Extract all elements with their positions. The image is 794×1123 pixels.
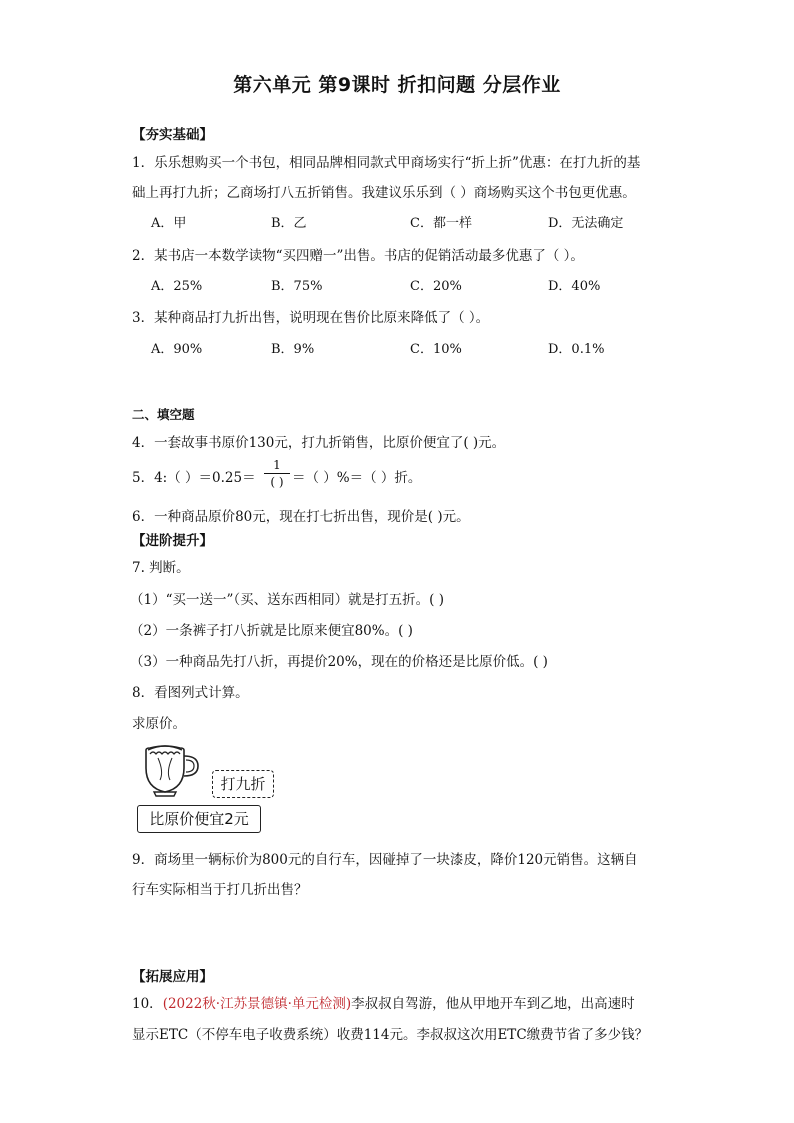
savings-label: 比原价便宜2元 bbox=[137, 805, 261, 833]
question-1-option-d: D．无法确定 bbox=[548, 216, 624, 231]
question-3-option-c: C．10% bbox=[410, 342, 462, 357]
question-3-option-a: A．90% bbox=[151, 342, 203, 357]
question-10-text: 李叔叔自驾游，他从甲地开车到乙地，出高速时 bbox=[351, 996, 635, 1012]
question-3: 3．某种商品打九折出售，说明现在售价比原来降低了（ ）。 bbox=[132, 310, 490, 326]
section-heading-advanced: 【进阶提升】 bbox=[132, 533, 213, 549]
question-5-right: ＝（ ）%＝（ ）折。 bbox=[292, 470, 422, 486]
fraction-numerator: 1 bbox=[273, 458, 281, 472]
question-1-line-2: 础上再打九折；乙商场打八五折销售。我建议乐乐到（ ）商场购买这个书包更优惠。 bbox=[132, 185, 636, 201]
question-1-option-a: A．甲 bbox=[151, 216, 187, 231]
question-7-item-1: （1）“买一送一”（买、送东西相同）就是打五折。( ) bbox=[130, 592, 444, 608]
question-2-option-c: C．20% bbox=[410, 279, 462, 294]
question-3-option-b: B．9% bbox=[271, 342, 315, 357]
section-heading-fill-in: 二、填空题 bbox=[132, 407, 195, 422]
discount-tag: 打九折 bbox=[212, 770, 274, 798]
question-4: 4．一套故事书原价130元，打九折销售，比原价便宜了( )元。 bbox=[132, 435, 506, 451]
question-7-item-3: （3）一种商品先打八折，再提价20%，现在的价格还是比原价低。( ) bbox=[130, 654, 548, 670]
question-2-option-b: B．75% bbox=[271, 279, 323, 294]
question-7: 7. 判断。 bbox=[132, 560, 190, 576]
question-2: 2．某书店一本数学读物“买四赠一”出售。书店的促销活动最多优惠了（ ）。 bbox=[132, 248, 584, 264]
question-2-option-a: A．25% bbox=[151, 279, 203, 294]
teacup-illustration bbox=[140, 740, 210, 800]
question-10-line-2: 显示ETC（不停车电子收费系统）收费114元。李叔叔这次用ETC缴费节省了多少钱？ bbox=[132, 1027, 649, 1043]
question-5-fraction bbox=[264, 458, 290, 489]
question-1-line-1: 1．乐乐想购买一个书包，相同品牌相同款式甲商场实行“折上折”优惠：在打九折的基 bbox=[132, 155, 641, 171]
question-9-line-1: 9．商场里一辆标价为800元的自行车，因碰掉了一块漆皮，降价120元销售。这辆自 bbox=[132, 852, 638, 868]
question-8-subtitle: 求原价。 bbox=[132, 716, 186, 732]
question-7-item-2: （2）一条裤子打八折就是比原来便宜80%。( ) bbox=[130, 623, 413, 639]
page-title: 第六单元 第9课时 折扣问题 分层作业 bbox=[233, 74, 561, 96]
fraction-bar bbox=[264, 473, 290, 474]
question-1-option-c: C．都一样 bbox=[410, 216, 472, 231]
fraction-denominator: ( ) bbox=[270, 475, 284, 489]
question-2-option-d: D．40% bbox=[548, 279, 601, 294]
section-heading-basics: 【夯实基础】 bbox=[132, 127, 213, 143]
question-10-line-1 bbox=[132, 992, 635, 1012]
question-6: 6．一种商品原价80元，现在打七折出售，现价是( )元。 bbox=[132, 509, 470, 525]
question-9-line-2: 行车实际相当于打几折出售？ bbox=[132, 882, 308, 898]
section-heading-extension: 【拓展应用】 bbox=[132, 969, 213, 985]
question-3-option-d: D．0.1% bbox=[548, 342, 605, 357]
question-5-left: 5．4:（ ）＝0.25＝ bbox=[132, 470, 256, 486]
question-1-option-b: B．乙 bbox=[271, 216, 307, 231]
question-10-source: (2022秋·江苏景德镇·单元检测) bbox=[162, 996, 352, 1012]
question-8: 8．看图列式计算。 bbox=[132, 685, 249, 701]
question-10-number: 10． bbox=[132, 996, 163, 1012]
